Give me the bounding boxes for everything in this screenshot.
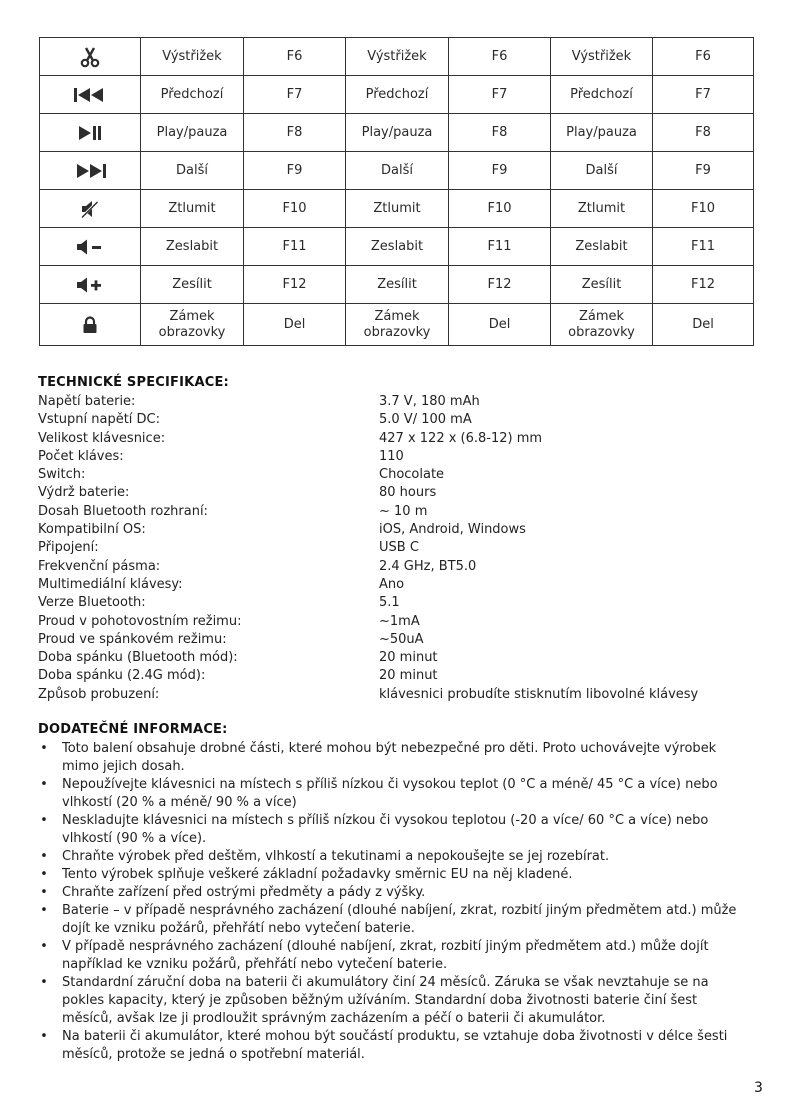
- function-key: F7: [653, 76, 754, 114]
- function-label: Zámek obrazovky: [141, 304, 244, 346]
- function-key: F10: [449, 190, 551, 228]
- function-label: Zesílit: [141, 266, 244, 304]
- key-table: [39, 37, 754, 346]
- key-table-row: [40, 114, 754, 152]
- spec-label: Verze Bluetooth:: [38, 595, 146, 611]
- function-key: Del: [244, 304, 346, 346]
- spec-row: [38, 448, 758, 466]
- lock-icon: [40, 304, 141, 346]
- mute-icon: [40, 190, 141, 228]
- function-label: Zeslabit: [141, 228, 244, 266]
- function-key: F10: [653, 190, 754, 228]
- scissors-icon: [40, 38, 141, 76]
- function-label: Předchozí: [551, 76, 653, 114]
- spec-label: Napětí baterie:: [38, 394, 136, 409]
- info-text: Chraňte výrobek před deštěm, vlhkostí a tekutinami a nepokoušejte se jej rozebírat.: [62, 849, 610, 864]
- function-label: Ztlumit: [346, 190, 449, 228]
- info-item: [38, 812, 750, 848]
- spec-title: TECHNICKÉ SPECIFIKACE:: [38, 375, 229, 390]
- spec-label: Doba spánku (Bluetooth mód):: [38, 650, 238, 666]
- function-label: Zeslabit: [551, 228, 653, 266]
- spec-label: Velikost klávesnice:: [38, 430, 166, 446]
- spec-label: Multimediální klávesy:: [38, 576, 183, 592]
- spec-value: ~ 10 m: [379, 503, 428, 519]
- spec-value: ~1mA: [379, 613, 420, 629]
- info-item: [38, 848, 750, 866]
- function-label: Play/pauza: [551, 114, 653, 152]
- spec-value: 427 x 122 x (6.8-12) mm: [379, 430, 543, 446]
- bullet-icon: •: [40, 813, 48, 828]
- spec-value: 5.0 V/ 100 mA: [379, 412, 472, 428]
- function-label: Play/pauza: [141, 114, 244, 152]
- spec-label: Frekvenční pásma:: [38, 558, 161, 574]
- info-text: Na baterii či akumulátor, které mohou být součástí produktu, se vztahuje doba životnosti v délce šesti měsíců, protože se jedná o spotřební materiál.: [62, 1029, 728, 1062]
- spec-label: Počet kláves:: [38, 448, 124, 464]
- function-label: Zámek obrazovky: [346, 304, 449, 346]
- info-item: [38, 740, 750, 776]
- function-label: Zámek obrazovky: [551, 304, 653, 346]
- function-key: Del: [449, 304, 551, 346]
- key-table-row: [40, 190, 754, 228]
- spec-value: iOS, Android, Windows: [379, 522, 526, 538]
- function-key: F12: [244, 266, 346, 304]
- spec-list: [38, 393, 758, 704]
- spec-value: 110: [379, 448, 404, 464]
- info-text: Baterie – v případě nesprávného zacházení (dlouhé nabíjení, zkrat, rozbití jiným předmětem atd.) může dojít ke vzniku požárů, přehřátí nebo vytečení baterie.: [62, 903, 737, 936]
- function-label: Play/pauza: [346, 114, 449, 152]
- spec-row: [38, 667, 758, 685]
- spec-row: [38, 558, 758, 576]
- spec-label: Proud v pohotovostním režimu:: [38, 613, 242, 629]
- previous-track-icon: [40, 76, 141, 114]
- key-table-row: [40, 228, 754, 266]
- key-table-row: [40, 304, 754, 346]
- spec-row: [38, 539, 758, 557]
- spec-row: [38, 649, 758, 667]
- function-label: Výstřižek: [346, 38, 449, 76]
- info-text: Tento výrobek splňuje veškeré základní požadavky směrnic EU na něj kladené.: [62, 867, 573, 882]
- spec-value: klávesnici probudíte stisknutím libovolné klávesy: [379, 686, 699, 702]
- function-label: Další: [551, 152, 653, 190]
- spec-value: Ano: [379, 576, 405, 592]
- function-key: F9: [244, 152, 346, 190]
- spec-value: Chocolate: [379, 467, 445, 483]
- spec-row: [38, 484, 758, 502]
- spec-row: [38, 576, 758, 594]
- info-text: Standardní záruční doba na baterii či akumulátory činí 24 měsíců. Záruka se však nevztahuje se na pokles kapacity, který je způsoben běžným užíváním. Standardní doba životnosti baterie činí šest měsíců, avšak lze ji prodloužit správným zacházením a péčí o baterii či akumulátor.: [62, 975, 709, 1026]
- function-key: F8: [653, 114, 754, 152]
- spec-value: 3.7 V, 180 mAh: [379, 394, 480, 409]
- function-key: F8: [244, 114, 346, 152]
- function-key: F11: [244, 228, 346, 266]
- function-key: F9: [653, 152, 754, 190]
- next-track-icon: [40, 152, 141, 190]
- function-key: F7: [244, 76, 346, 114]
- volume-up-icon: [40, 266, 141, 304]
- spec-label: Vstupní napětí DC:: [38, 412, 161, 428]
- function-label: Ztlumit: [551, 190, 653, 228]
- bullet-icon: •: [40, 885, 48, 900]
- spec-label: Dosah Bluetooth rozhraní:: [38, 503, 208, 519]
- spec-row: [38, 686, 758, 704]
- function-label: Zeslabit: [346, 228, 449, 266]
- spec-value: 5.1: [379, 595, 400, 611]
- spec-row: [38, 411, 758, 429]
- volume-down-icon: [40, 228, 141, 266]
- info-item: [38, 884, 750, 902]
- key-table-row: [40, 76, 754, 114]
- bullet-icon: •: [40, 777, 48, 792]
- function-label: Předchozí: [346, 76, 449, 114]
- spec-row: [38, 594, 758, 612]
- info-text: Toto balení obsahuje drobné části, které mohou být nebezpečné pro děti. Proto uchovávejte výrobek mimo jejich dosah.: [62, 741, 717, 774]
- info-title: DODATEČNÉ INFORMACE:: [38, 722, 228, 737]
- info-text: Nepoužívejte klávesnici na místech s příliš nízkou či vysokou teplot (0 °C a méně/ 45 °C a více) nebo vlhkostí (20 % a méně/ 90 % a více): [62, 777, 718, 810]
- info-text: Neskladujte klávesnici na místech s příliš nízkou či vysokou teplotou (-20 a více/ 60 °C a více) nebo vlhkostí (90 % a více).: [62, 813, 709, 846]
- spec-row: [38, 503, 758, 521]
- spec-value: 80 hours: [379, 485, 437, 501]
- info-item: [38, 902, 750, 938]
- spec-label: Proud ve spánkovém režimu:: [38, 631, 227, 647]
- function-key: F9: [449, 152, 551, 190]
- function-key: F10: [244, 190, 346, 228]
- spec-row: [38, 631, 758, 649]
- spec-value: 20 minut: [379, 650, 438, 666]
- spec-row: [38, 393, 758, 411]
- function-label: Výstřižek: [551, 38, 653, 76]
- info-item: [38, 866, 750, 884]
- bullet-icon: •: [40, 939, 48, 954]
- function-key: F7: [449, 76, 551, 114]
- key-table-row: [40, 152, 754, 190]
- function-label: Předchozí: [141, 76, 244, 114]
- bullet-icon: •: [40, 867, 48, 882]
- page-number: 3: [754, 1080, 763, 1096]
- spec-row: [38, 613, 758, 631]
- info-item: [38, 974, 750, 1028]
- spec-label: Kompatibilní OS:: [38, 522, 146, 538]
- function-label: Další: [346, 152, 449, 190]
- info-item: [38, 938, 750, 974]
- spec-value: 20 minut: [379, 668, 438, 684]
- key-table-row: [40, 38, 754, 76]
- spec-label: Doba spánku (2.4G mód):: [38, 668, 206, 684]
- key-table-row: [40, 266, 754, 304]
- spec-label: Výdrž baterie:: [38, 485, 130, 501]
- function-key: F12: [449, 266, 551, 304]
- bullet-icon: •: [40, 849, 48, 864]
- info-item: [38, 1028, 750, 1064]
- spec-value: 2.4 GHz, BT5.0: [379, 558, 477, 574]
- spec-label: Připojení:: [38, 540, 99, 556]
- bullet-icon: •: [40, 741, 48, 756]
- play-pause-icon: [40, 114, 141, 152]
- bullet-icon: •: [40, 1029, 48, 1044]
- function-label: Výstřižek: [141, 38, 244, 76]
- function-label: Další: [141, 152, 244, 190]
- function-key: F11: [653, 228, 754, 266]
- function-label: Zesílit: [551, 266, 653, 304]
- bullet-icon: •: [40, 975, 48, 990]
- function-label: Zesílit: [346, 266, 449, 304]
- spec-value: ~50uA: [379, 631, 424, 647]
- spec-value: USB C: [379, 540, 419, 556]
- function-label: Ztlumit: [141, 190, 244, 228]
- function-key: F8: [449, 114, 551, 152]
- function-key: F11: [449, 228, 551, 266]
- spec-row: [38, 466, 758, 484]
- function-key: F6: [449, 38, 551, 76]
- function-key: F12: [653, 266, 754, 304]
- bullet-icon: •: [40, 903, 48, 918]
- info-list: [38, 740, 750, 1064]
- function-key: F6: [653, 38, 754, 76]
- info-text: V případě nesprávného zacházení (dlouhé nabíjení, zkrat, rozbití jiným předmětem atd.) může dojít například ke vzniku požárů, přehřátí nebo vytečení baterie.: [62, 939, 709, 972]
- info-item: [38, 776, 750, 812]
- spec-row: [38, 521, 758, 539]
- spec-row: [38, 430, 758, 448]
- function-key: Del: [653, 304, 754, 346]
- function-key: F6: [244, 38, 346, 76]
- info-text: Chraňte zařízení před ostrými předměty a pády z výšky.: [62, 885, 426, 900]
- spec-label: Způsob probuzení:: [38, 686, 160, 702]
- spec-label: Switch:: [38, 467, 86, 483]
